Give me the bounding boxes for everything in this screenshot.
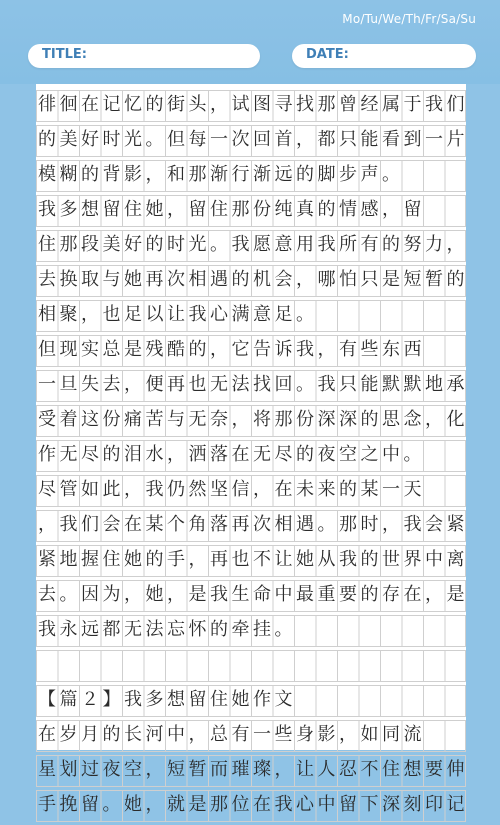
line-text: 去换取与她再次相遇的机会，哪怕只是短暂的 [38, 269, 468, 290]
line-text: 尽管如此，我仍然坚信，在未来的某一天 [38, 479, 425, 500]
grid-row [36, 370, 466, 402]
grid-row [36, 265, 466, 297]
title-field [28, 44, 260, 68]
grid-row [36, 125, 466, 157]
line-text: 徘徊在记忆的街头，试图寻找那曾经属于我们 [38, 94, 468, 115]
grid-row [36, 650, 466, 682]
line-text: ，我们会在某个角落再次相遇。那时，我会紧 [38, 514, 468, 535]
weekdays-label: Mo/Tu/We/Th/Fr/Sa/Su [342, 12, 476, 26]
grid-row [36, 195, 466, 227]
grid-row [36, 580, 466, 612]
grid-row [36, 545, 466, 577]
grid-row [36, 440, 466, 472]
grid-rows [36, 90, 466, 825]
line-text: 我永远都无法忘怀的牵挂。 [38, 619, 296, 640]
title-label: TITLE: [42, 47, 87, 62]
line-text: 受着这份痛苦与无奈，将那份深深的思念，化 [38, 409, 468, 430]
line-text: 的美好时光。但每一次回首，都只能看到一片 [38, 129, 468, 150]
date-label: DATE: [306, 47, 349, 62]
grid-row [36, 615, 466, 647]
line-text: 但现实总是残酷的，它告诉我，有些东西 [38, 339, 425, 360]
line-text: 住那段美好的时光。我愿意用我所有的努力， [38, 234, 468, 255]
line-text: 紧地握住她的手，再也不让她从我的世界中离 [38, 549, 468, 570]
line-text: 星划过夜空，短暂而璀璨，让人忍不住想要伸 [38, 759, 468, 780]
date-field [292, 44, 476, 68]
line-text: 一旦失去，便再也无法找回。我只能默默地承 [38, 374, 468, 395]
line-text: 手挽留。她，就是那位在我心中留下深刻印记 [38, 794, 468, 815]
line-text: 【篇２】我多想留住她作文 [38, 689, 296, 710]
writing-paper [36, 84, 468, 815]
line-text: 相聚，也足以让我心满意足。 [38, 304, 318, 325]
grid-row [36, 720, 466, 752]
grid-row [36, 510, 466, 542]
grid-row [36, 755, 466, 787]
line-text: 在岁月的长河中，总有一些身影，如同流 [38, 724, 425, 745]
grid-row [36, 685, 466, 717]
grid-row [36, 160, 466, 192]
grid-row [36, 790, 466, 822]
grid-row [36, 230, 466, 262]
line-text: 我多想留住她，留住那份纯真的情感，留 [38, 199, 425, 220]
grid-row [36, 475, 466, 507]
line-text: 模糊的背影，和那渐行渐远的脚步声。 [38, 164, 404, 185]
grid-row [36, 405, 466, 437]
line-text: 作无尽的泪水，洒落在无尽的夜空之中。 [38, 444, 425, 465]
grid-row [36, 335, 466, 367]
grid-row [36, 90, 466, 122]
header-band [0, 0, 500, 84]
line-text: 去。因为，她，是我生命中最重要的存在，是 [38, 584, 468, 605]
grid-row [36, 300, 466, 332]
